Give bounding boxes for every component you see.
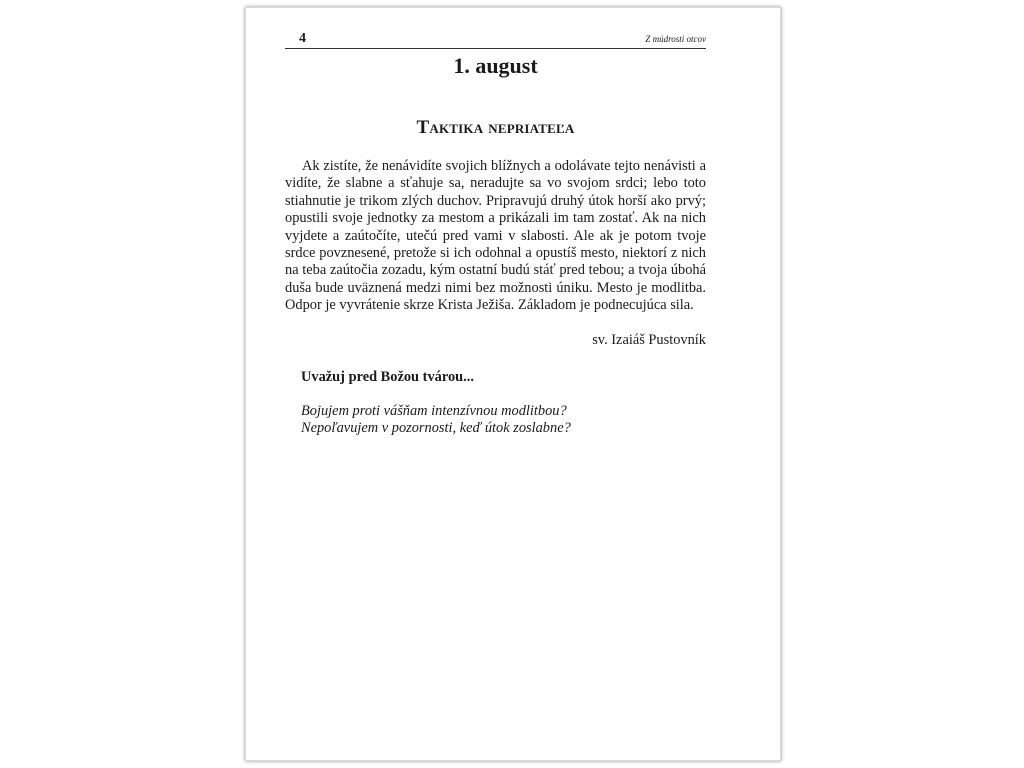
document-page	[245, 7, 781, 761]
reflection-heading: Uvažuj pred Božou tvárou...	[301, 368, 474, 385]
running-head	[285, 30, 706, 49]
page-number: 4	[299, 31, 306, 46]
reflection-question: Nepoľavujem v pozornosti, keď útok zoslabne?	[301, 420, 571, 437]
reflection-question: Bojujem proti vášňam intenzívnou modlitbou?	[301, 402, 567, 419]
book-title: Z múdrosti otcov	[645, 34, 706, 44]
chapter-title: Taktika nepriateľa	[416, 117, 575, 138]
page-content	[285, 30, 706, 438]
body-paragraph: Ak zistíte, že nenávidíte svojich blížnych a odolávate tejto nenávisti a vidíte, že slabne a sťahuje sa, neradujte sa vo svojom srdci; lebo toto stiahnutie je trikom zlých duchov. Pripravujú druhý útok horší ako prvý; opustili svoje jednotky za mestom a prikázali im tam zostať. Ak na nich vyjdete a zaútočíte, utečú pred vami v slabosti. Ale ak je potom tvoje srdce povznesené, pretože si ich odohnal a opustíš mesto, niektorí z nich na teba zaútočia zozadu, kým ostatní budú stáť pred tebou; a tvoja úbohá duša bude uväznená medzi nimi bez možnosti úniku. Mesto je modlitba. Odpor je vyvrátenie skrze Krista Ježiša. Základom je podnecujúca sila.	[285, 158, 706, 314]
author-attribution: sv. Izaiáš Pustovník	[592, 331, 706, 348]
date-heading: 1. august	[453, 53, 538, 78]
reflection-questions	[301, 403, 706, 438]
